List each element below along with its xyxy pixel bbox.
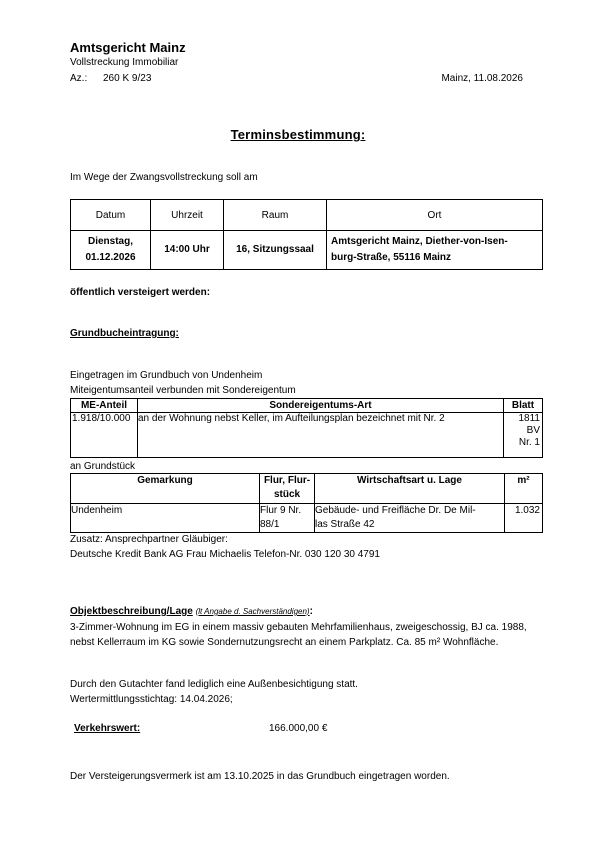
blatt-line3: Nr. 1: [518, 437, 540, 448]
place-date: Mainz, 11.08.2026: [441, 73, 523, 84]
share-value: 1.918/10.000: [71, 413, 138, 458]
ownership-type: an der Wohnung nebst Keller, im Aufteilungsplan bezeichnet mit Nr. 2: [138, 413, 504, 458]
auction-place-line1: Amtsgericht Mainz, Diether-von-Isen-: [331, 236, 508, 247]
auction-time: 14:00 Uhr: [151, 231, 224, 270]
header-flur-line2: stück: [273, 489, 301, 500]
inspection-note: Durch den Gutachter fand lediglich eine Außenbesichtigung statt.: [70, 679, 358, 690]
blatt-line1: 1811: [518, 413, 540, 424]
header-date: Datum: [71, 200, 151, 231]
grundstueck-label: an Grundstück: [70, 461, 136, 472]
gemarkung-value: Undenheim: [71, 504, 260, 533]
auction-place-line2: burg-Straße, 55116 Mainz: [331, 252, 452, 263]
object-heading: [70, 606, 313, 617]
auction-text: öffentlich versteigert werden:: [70, 287, 211, 298]
flur-line2: 88/1: [260, 519, 280, 530]
case-number-label: Az.:: [70, 73, 88, 84]
header-wirtschaft: Wirtschaftsart u. Lage: [315, 474, 505, 504]
appointment-table: [70, 199, 543, 270]
contact-details: Deutsche Kredit Bank AG Frau Michaelis Telefon-Nr. 030 120 30 4791: [70, 549, 380, 560]
blatt-line2: BV: [526, 425, 540, 436]
auction-date: [71, 231, 151, 270]
area-value: 1.032: [505, 504, 543, 533]
ownership-table: [70, 398, 543, 458]
grundbuch-line1: Eingetragen im Grundbuch von Undenheim: [70, 370, 263, 381]
header-flur-line1: Flur, Flur-: [263, 475, 311, 486]
object-heading-text: Objektbeschreibung/Lage: [70, 606, 193, 617]
object-heading-note: (lt Angabe d. Sachverständigen): [195, 607, 310, 616]
object-heading-colon: :: [309, 606, 313, 617]
header-flur: [260, 474, 315, 504]
header-time: Uhrzeit: [151, 200, 224, 231]
grundbuch-heading: Grundbucheintragung:: [70, 328, 179, 339]
header-gemarkung: Gemarkung: [71, 474, 260, 504]
department: Vollstreckung Immobiliar: [70, 57, 179, 68]
market-value-amount: 166.000,00 €: [269, 723, 328, 734]
header-area: m²: [505, 474, 543, 504]
header-type: Sondereigentums-Art: [138, 399, 504, 413]
market-value-label: Verkehrswert:: [74, 723, 141, 734]
grundbuch-line2: Miteigentumsanteil verbunden mit Sondereigentum: [70, 385, 296, 396]
header-room: Raum: [224, 200, 327, 231]
header-place: Ort: [327, 200, 543, 231]
auction-weekday: Dienstag,: [87, 236, 133, 247]
auction-place: [327, 231, 543, 270]
parcel-table: [70, 473, 543, 533]
court-name: Amtsgericht Mainz: [70, 40, 186, 55]
valuation-date: Wertermittlungsstichtag: 14.04.2026;: [70, 694, 233, 705]
object-description: 3-Zimmer-Wohnung im EG in einem massiv gebauten Mehrfamilienhaus, zweigeschossig, BJ ca. 1988, nebst Kellerraum im KG sowie Sondernutzungsrecht an einem Parkplatz. Ca. 85 m² Wohnfläche.: [70, 622, 527, 648]
intro-text: Im Wege der Zwangsvollstreckung soll am: [70, 172, 258, 183]
case-number: 260 K 9/23: [103, 73, 152, 84]
wirtschaft-value: [315, 504, 505, 533]
flur-line1: Flur 9 Nr.: [260, 505, 302, 516]
auction-room: 16, Sitzungssaal: [224, 231, 327, 270]
auction-day: 01.12.2026: [85, 252, 136, 263]
header-share: ME-Anteil: [71, 399, 138, 413]
contact-heading: Zusatz: Ansprechpartner Gläubiger:: [70, 534, 228, 545]
flur-value: [260, 504, 315, 533]
wirtschaft-line2: las Straße 42: [315, 519, 375, 530]
wirtschaft-line1: Gebäude- und Freifläche Dr. De Mil-: [315, 505, 476, 516]
document-title: Terminsbestimmung:: [230, 127, 366, 142]
footer-note: Der Versteigerungsvermerk ist am 13.10.2025 in das Grundbuch eingetragen worden.: [70, 771, 450, 782]
blatt-value: [504, 413, 543, 458]
header-blatt: Blatt: [504, 399, 543, 413]
